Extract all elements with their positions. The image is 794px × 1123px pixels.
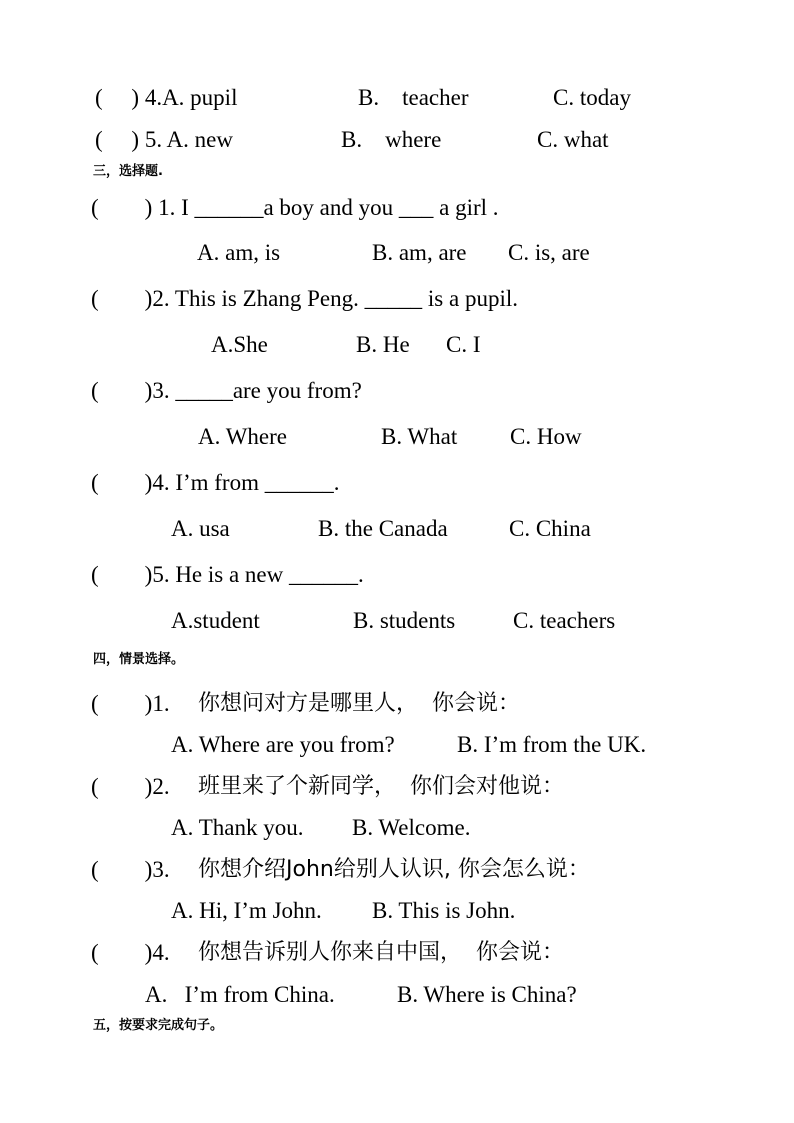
option-c: C. I <box>446 332 481 357</box>
p3-q5-stem: ( )5. He is a new ______. <box>91 562 364 587</box>
q5-choice-b: B. where <box>341 127 442 152</box>
question-number: ( )1. <box>91 691 170 716</box>
q5-choice-c: C. what <box>537 127 609 152</box>
option-b: B. What <box>381 424 458 449</box>
option-a: A. I’m from China. <box>145 982 335 1007</box>
section-heading-5: 五，按要求完成句子。 <box>93 1018 224 1033</box>
q4-choice-c: C. today <box>553 85 631 110</box>
option-c: C. How <box>510 424 582 449</box>
option-b: B. am, are <box>372 240 467 265</box>
question-prompt: 你想告诉别人你来自中国， 你会说： <box>198 940 564 965</box>
option-b: B. the Canada <box>318 516 448 541</box>
option-b: B. Where is China? <box>397 982 577 1007</box>
option-a: A.She <box>211 332 268 357</box>
option-c: C. teachers <box>513 608 616 633</box>
q4-choice-b: B. teacher <box>358 85 469 110</box>
q5-choice-a: ( ) 5. A. new <box>95 127 233 152</box>
section-heading-3: 三，选择题. <box>93 164 163 179</box>
option-c: C. China <box>509 516 591 541</box>
option-a: A.student <box>171 608 260 633</box>
option-b: B. He <box>356 332 410 357</box>
q4-choice-a: ( ) 4.A. pupil <box>95 85 238 110</box>
option-b: B. This is John. <box>372 898 516 923</box>
option-a: A. Where are you from? <box>171 732 395 757</box>
option-b: B. Welcome. <box>352 815 471 840</box>
question-prompt: 班里来了个新同学， 你们会对他说： <box>198 774 564 799</box>
question-number: ( )2. <box>91 774 170 799</box>
option-b: B. students <box>353 608 456 633</box>
question-prompt: 你想问对方是哪里人， 你会说： <box>198 691 520 716</box>
option-a: A. Where <box>198 424 287 449</box>
option-a: A. usa <box>171 516 230 541</box>
p3-q2-stem: ( )2. This is Zhang Peng. _____ is a pupil. <box>91 286 518 311</box>
p3-q4-stem: ( )4. I’m from ______. <box>91 470 340 495</box>
question-number: ( )4. <box>91 940 170 965</box>
p3-q1-stem: ( ) 1. I ______a boy and you ___ a girl . <box>91 195 499 220</box>
option-a: A. am, is <box>197 240 281 265</box>
option-a: A. Thank you. <box>171 815 304 840</box>
section-heading-4: 四，情景选择。 <box>93 652 185 667</box>
option-b: B. I’m from the UK. <box>457 732 647 757</box>
question-number: ( )3. <box>91 857 170 882</box>
question-prompt: 你想介绍John给别人认识, 你会怎么说： <box>198 857 590 882</box>
p3-q3-stem: ( )3. _____are you from? <box>91 378 362 403</box>
option-a: A. Hi, I’m John. <box>171 898 322 923</box>
option-c: C. is, are <box>508 240 590 265</box>
